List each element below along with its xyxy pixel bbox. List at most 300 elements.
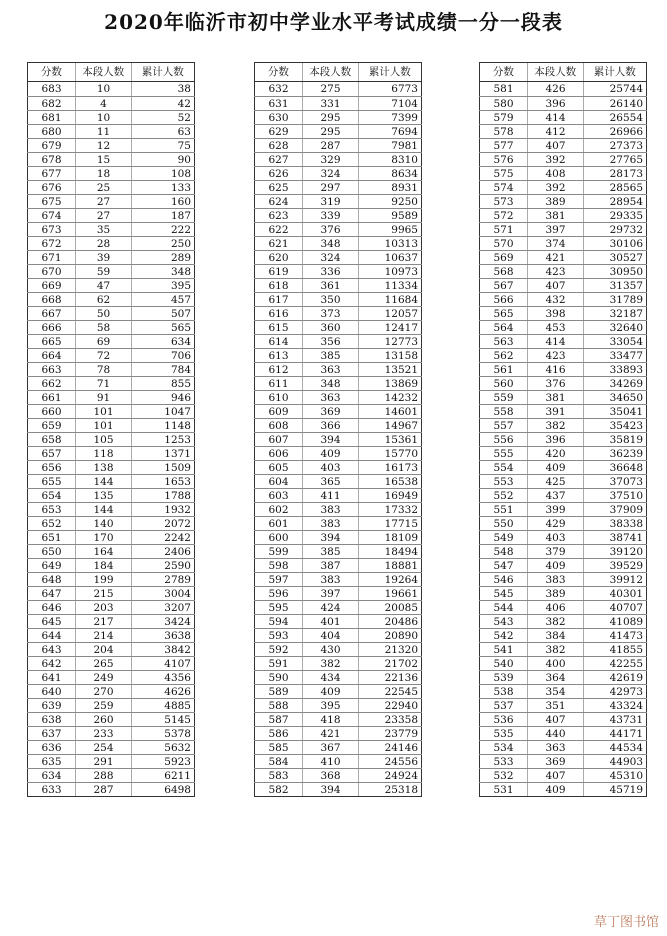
cell-score: 651: [27, 531, 75, 544]
cell-cumulative-count: 38: [131, 82, 195, 96]
cell-segment-count: 291: [75, 755, 131, 768]
table-row: [479, 236, 647, 250]
cell-cumulative-count: 24146: [358, 741, 422, 754]
cell-score: 649: [27, 559, 75, 572]
table-row: [254, 124, 422, 138]
cell-segment-count: 408: [527, 167, 583, 180]
cell-segment-count: 403: [302, 461, 358, 474]
table-header: [27, 62, 195, 82]
cell-cumulative-count: 42973: [583, 685, 647, 698]
cell-segment-count: 270: [75, 685, 131, 698]
cell-segment-count: 382: [527, 643, 583, 656]
cell-segment-count: 364: [527, 671, 583, 684]
table-row: [27, 768, 195, 782]
cell-score: 556: [479, 433, 527, 446]
cell-score: 579: [479, 111, 527, 124]
cell-score: 675: [27, 195, 75, 208]
table-row: [254, 488, 422, 502]
cell-cumulative-count: 30106: [583, 237, 647, 250]
table-row: [27, 194, 195, 208]
cell-cumulative-count: 10637: [358, 251, 422, 264]
table-row: [27, 292, 195, 306]
cell-score: 606: [254, 447, 302, 460]
cell-segment-count: 398: [527, 307, 583, 320]
cell-cumulative-count: 39529: [583, 559, 647, 572]
cell-cumulative-count: 457: [131, 293, 195, 306]
watermark-text: 草丁图书馆: [593, 915, 659, 930]
cell-segment-count: 401: [302, 615, 358, 628]
cell-cumulative-count: 5145: [131, 713, 195, 726]
table-row: [254, 376, 422, 390]
cell-segment-count: 233: [75, 727, 131, 740]
cell-segment-count: 411: [302, 489, 358, 502]
cell-score: 567: [479, 279, 527, 292]
table-row: [479, 418, 647, 432]
cell-segment-count: 383: [302, 517, 358, 530]
cell-cumulative-count: 24556: [358, 755, 422, 768]
table-row: [479, 390, 647, 404]
cell-cumulative-count: 35041: [583, 405, 647, 418]
table-row: [27, 516, 195, 530]
cell-score: 621: [254, 237, 302, 250]
cell-cumulative-count: 12057: [358, 307, 422, 320]
cell-score: 668: [27, 293, 75, 306]
cell-cumulative-count: 16173: [358, 461, 422, 474]
table-row: [479, 110, 647, 124]
table-row: [27, 642, 195, 656]
cell-score: 644: [27, 629, 75, 642]
cell-segment-count: 389: [527, 587, 583, 600]
cell-segment-count: 407: [527, 713, 583, 726]
cell-score: 561: [479, 363, 527, 376]
cell-score: 546: [479, 573, 527, 586]
cell-segment-count: 394: [302, 433, 358, 446]
table-header: [479, 62, 647, 82]
cell-score: 550: [479, 517, 527, 530]
table-row: [479, 628, 647, 642]
table-row: [254, 110, 422, 124]
table-row: [254, 558, 422, 572]
table-row: [479, 656, 647, 670]
cell-segment-count: 368: [302, 769, 358, 782]
cell-segment-count: 412: [527, 125, 583, 138]
cell-cumulative-count: 108: [131, 167, 195, 180]
cell-score: 531: [479, 783, 527, 796]
table-row: [254, 600, 422, 614]
table-row: [27, 586, 195, 600]
table-row: [254, 96, 422, 110]
cell-segment-count: 39: [75, 251, 131, 264]
cell-segment-count: 425: [527, 475, 583, 488]
cell-segment-count: 135: [75, 489, 131, 502]
cell-cumulative-count: 14967: [358, 419, 422, 432]
cell-segment-count: 138: [75, 461, 131, 474]
table-row: [254, 530, 422, 544]
cell-segment-count: 356: [302, 335, 358, 348]
cell-score: 547: [479, 559, 527, 572]
table-row: [254, 432, 422, 446]
cell-cumulative-count: 21320: [358, 643, 422, 656]
cell-cumulative-count: 133: [131, 181, 195, 194]
table-row: [479, 502, 647, 516]
cell-score: 683: [27, 82, 75, 96]
cell-cumulative-count: 17332: [358, 503, 422, 516]
cell-score: 586: [254, 727, 302, 740]
cell-cumulative-count: 39120: [583, 545, 647, 558]
cell-cumulative-count: 26554: [583, 111, 647, 124]
cell-score: 655: [27, 475, 75, 488]
cell-score: 532: [479, 769, 527, 782]
cell-segment-count: 453: [527, 321, 583, 334]
cell-cumulative-count: 42: [131, 97, 195, 110]
cell-score: 659: [27, 419, 75, 432]
cell-score: 536: [479, 713, 527, 726]
cell-score: 633: [27, 783, 75, 796]
cell-cumulative-count: 3424: [131, 615, 195, 628]
cell-segment-count: 354: [527, 685, 583, 698]
cell-score: 648: [27, 573, 75, 586]
cell-cumulative-count: 4356: [131, 671, 195, 684]
cell-segment-count: 407: [527, 139, 583, 152]
cell-segment-count: 287: [302, 139, 358, 152]
cell-segment-count: 392: [527, 153, 583, 166]
table-row: [479, 474, 647, 488]
cell-segment-count: 204: [75, 643, 131, 656]
cell-segment-count: 18: [75, 167, 131, 180]
header-cumulative-count: 累计人数: [131, 63, 195, 81]
cell-cumulative-count: 18494: [358, 545, 422, 558]
cell-cumulative-count: 27373: [583, 139, 647, 152]
table-row: [254, 740, 422, 754]
cell-score: 553: [479, 475, 527, 488]
table-row: [254, 544, 422, 558]
table-row: [479, 180, 647, 194]
table-row: [254, 292, 422, 306]
cell-segment-count: 214: [75, 629, 131, 642]
cell-cumulative-count: 21702: [358, 657, 422, 670]
cell-segment-count: 217: [75, 615, 131, 628]
cell-segment-count: 394: [302, 531, 358, 544]
cell-cumulative-count: 40301: [583, 587, 647, 600]
table-row: [27, 670, 195, 684]
score-table-2: [254, 62, 422, 797]
cell-score: 607: [254, 433, 302, 446]
cell-cumulative-count: 32187: [583, 307, 647, 320]
cell-cumulative-count: 8931: [358, 181, 422, 194]
cell-score: 632: [254, 82, 302, 96]
cell-cumulative-count: 946: [131, 391, 195, 404]
cell-segment-count: 249: [75, 671, 131, 684]
cell-segment-count: 170: [75, 531, 131, 544]
cell-score: 616: [254, 307, 302, 320]
table-row: [254, 656, 422, 670]
cell-score: 636: [27, 741, 75, 754]
cell-segment-count: 369: [302, 405, 358, 418]
table-row: [254, 698, 422, 712]
cell-score: 681: [27, 111, 75, 124]
table-row: [27, 460, 195, 474]
cell-segment-count: 432: [527, 293, 583, 306]
cell-cumulative-count: 250: [131, 237, 195, 250]
cell-cumulative-count: 5378: [131, 727, 195, 740]
cell-cumulative-count: 20085: [358, 601, 422, 614]
cell-score: 654: [27, 489, 75, 502]
cell-segment-count: 376: [527, 377, 583, 390]
cell-score: 661: [27, 391, 75, 404]
cell-cumulative-count: 22136: [358, 671, 422, 684]
header-segment-count: 本段人数: [302, 63, 358, 81]
cell-cumulative-count: 38741: [583, 531, 647, 544]
table-row: [479, 362, 647, 376]
cell-score: 678: [27, 153, 75, 166]
table-row: [254, 460, 422, 474]
cell-cumulative-count: 1653: [131, 475, 195, 488]
cell-cumulative-count: 160: [131, 195, 195, 208]
cell-score: 592: [254, 643, 302, 656]
table-row: [254, 180, 422, 194]
table-row: [27, 138, 195, 152]
cell-segment-count: 254: [75, 741, 131, 754]
cell-score: 554: [479, 461, 527, 474]
cell-cumulative-count: 1047: [131, 405, 195, 418]
cell-score: 583: [254, 769, 302, 782]
cell-cumulative-count: 16949: [358, 489, 422, 502]
score-table-1: [27, 62, 195, 797]
cell-cumulative-count: 9965: [358, 223, 422, 236]
cell-cumulative-count: 9250: [358, 195, 422, 208]
cell-score: 557: [479, 419, 527, 432]
table-row: [27, 390, 195, 404]
table-row: [479, 264, 647, 278]
table-row: [479, 488, 647, 502]
cell-segment-count: 373: [302, 307, 358, 320]
cell-score: 544: [479, 601, 527, 614]
table-row: [27, 614, 195, 628]
cell-score: 588: [254, 699, 302, 712]
cell-score: 541: [479, 643, 527, 656]
cell-segment-count: 403: [527, 531, 583, 544]
table-row: [479, 670, 647, 684]
cell-cumulative-count: 2242: [131, 531, 195, 544]
cell-segment-count: 118: [75, 447, 131, 460]
cell-score: 595: [254, 601, 302, 614]
table-rows: [254, 82, 422, 797]
table-row: [479, 642, 647, 656]
cell-score: 604: [254, 475, 302, 488]
table-row: [27, 488, 195, 502]
table-row: [479, 572, 647, 586]
cell-cumulative-count: 43324: [583, 699, 647, 712]
score-table-3: [479, 62, 647, 797]
cell-cumulative-count: 1788: [131, 489, 195, 502]
cell-segment-count: 4: [75, 97, 131, 110]
cell-segment-count: 297: [302, 181, 358, 194]
cell-score: 626: [254, 167, 302, 180]
table-row: [254, 768, 422, 782]
cell-segment-count: 421: [527, 251, 583, 264]
cell-cumulative-count: 565: [131, 321, 195, 334]
cell-segment-count: 409: [527, 461, 583, 474]
table-row: [479, 446, 647, 460]
cell-segment-count: 409: [302, 447, 358, 460]
table-row: [479, 698, 647, 712]
cell-score: 628: [254, 139, 302, 152]
cell-score: 584: [254, 755, 302, 768]
cell-score: 558: [479, 405, 527, 418]
cell-cumulative-count: 348: [131, 265, 195, 278]
cell-cumulative-count: 40707: [583, 601, 647, 614]
cell-segment-count: 376: [302, 223, 358, 236]
table-row: [27, 376, 195, 390]
cell-score: 535: [479, 727, 527, 740]
table-row: [479, 376, 647, 390]
cell-segment-count: 47: [75, 279, 131, 292]
cell-segment-count: 421: [302, 727, 358, 740]
cell-cumulative-count: 29335: [583, 209, 647, 222]
cell-segment-count: 418: [302, 713, 358, 726]
cell-segment-count: 78: [75, 363, 131, 376]
cell-score: 679: [27, 139, 75, 152]
table-row: [479, 740, 647, 754]
cell-score: 627: [254, 153, 302, 166]
cell-score: 610: [254, 391, 302, 404]
cell-score: 570: [479, 237, 527, 250]
cell-segment-count: 324: [302, 251, 358, 264]
cell-cumulative-count: 7104: [358, 97, 422, 110]
cell-segment-count: 396: [527, 97, 583, 110]
cell-score: 617: [254, 293, 302, 306]
cell-segment-count: 363: [302, 391, 358, 404]
table-row: [479, 684, 647, 698]
cell-cumulative-count: 19264: [358, 573, 422, 586]
table-row: [479, 432, 647, 446]
table-row: [254, 782, 422, 796]
cell-score: 543: [479, 615, 527, 628]
cell-score: 574: [479, 181, 527, 194]
cell-score: 578: [479, 125, 527, 138]
cell-score: 615: [254, 321, 302, 334]
table-row: [479, 530, 647, 544]
cell-cumulative-count: 20486: [358, 615, 422, 628]
cell-score: 682: [27, 97, 75, 110]
cell-score: 674: [27, 209, 75, 222]
table-row: [27, 558, 195, 572]
cell-segment-count: 385: [302, 349, 358, 362]
cell-cumulative-count: 5632: [131, 741, 195, 754]
cell-segment-count: 350: [302, 293, 358, 306]
cell-cumulative-count: 2590: [131, 559, 195, 572]
cell-score: 539: [479, 671, 527, 684]
cell-cumulative-count: 3207: [131, 601, 195, 614]
cell-score: 656: [27, 461, 75, 474]
cell-cumulative-count: 33477: [583, 349, 647, 362]
table-row: [27, 348, 195, 362]
cell-cumulative-count: 15361: [358, 433, 422, 446]
cell-cumulative-count: 28565: [583, 181, 647, 194]
table-row: [27, 250, 195, 264]
cell-cumulative-count: 44534: [583, 741, 647, 754]
header-segment-count: 本段人数: [75, 63, 131, 81]
cell-segment-count: 140: [75, 517, 131, 530]
cell-score: 677: [27, 167, 75, 180]
cell-cumulative-count: 7399: [358, 111, 422, 124]
cell-score: 613: [254, 349, 302, 362]
cell-score: 660: [27, 405, 75, 418]
cell-score: 612: [254, 363, 302, 376]
cell-cumulative-count: 42619: [583, 671, 647, 684]
cell-score: 569: [479, 251, 527, 264]
table-row: [479, 320, 647, 334]
table-row: [27, 432, 195, 446]
table-row: [254, 278, 422, 292]
cell-score: 563: [479, 335, 527, 348]
cell-segment-count: 275: [302, 82, 358, 96]
table-row: [479, 558, 647, 572]
cell-segment-count: 420: [527, 447, 583, 460]
cell-score: 620: [254, 251, 302, 264]
table-row: [27, 264, 195, 278]
cell-cumulative-count: 35423: [583, 419, 647, 432]
table-row: [254, 712, 422, 726]
cell-segment-count: 387: [302, 559, 358, 572]
cell-score: 577: [479, 139, 527, 152]
cell-segment-count: 101: [75, 419, 131, 432]
cell-cumulative-count: 19661: [358, 587, 422, 600]
cell-segment-count: 397: [302, 587, 358, 600]
cell-cumulative-count: 12417: [358, 321, 422, 334]
cell-score: 652: [27, 517, 75, 530]
cell-cumulative-count: 41089: [583, 615, 647, 628]
table-row: [254, 614, 422, 628]
cell-score: 540: [479, 657, 527, 670]
cell-segment-count: 59: [75, 265, 131, 278]
cell-score: 564: [479, 321, 527, 334]
cell-score: 571: [479, 223, 527, 236]
header-score: 分数: [254, 63, 302, 81]
table-row: [254, 236, 422, 250]
page-title: 2020年临沂市初中学业水平考试成绩一分一段表: [104, 10, 563, 34]
cell-segment-count: 10: [75, 111, 131, 124]
table-row: [254, 264, 422, 278]
cell-cumulative-count: 15770: [358, 447, 422, 460]
cell-segment-count: 400: [527, 657, 583, 670]
cell-cumulative-count: 24924: [358, 769, 422, 782]
cell-score: 594: [254, 615, 302, 628]
table-row: [479, 152, 647, 166]
cell-score: 663: [27, 363, 75, 376]
cell-segment-count: 365: [302, 475, 358, 488]
cell-segment-count: 215: [75, 587, 131, 600]
cell-segment-count: 409: [527, 783, 583, 796]
cell-segment-count: 430: [302, 643, 358, 656]
cell-score: 573: [479, 195, 527, 208]
table-row: [27, 166, 195, 180]
cell-segment-count: 379: [527, 545, 583, 558]
table-row: [254, 754, 422, 768]
cell-segment-count: 434: [302, 671, 358, 684]
table-row: [479, 614, 647, 628]
table-row: [479, 82, 647, 96]
table-row: [27, 278, 195, 292]
cell-segment-count: 348: [302, 377, 358, 390]
cell-cumulative-count: 25744: [583, 82, 647, 96]
cell-segment-count: 437: [527, 489, 583, 502]
table-row: [254, 474, 422, 488]
cell-score: 590: [254, 671, 302, 684]
table-row: [254, 404, 422, 418]
cell-cumulative-count: 11684: [358, 293, 422, 306]
cell-cumulative-count: 10973: [358, 265, 422, 278]
